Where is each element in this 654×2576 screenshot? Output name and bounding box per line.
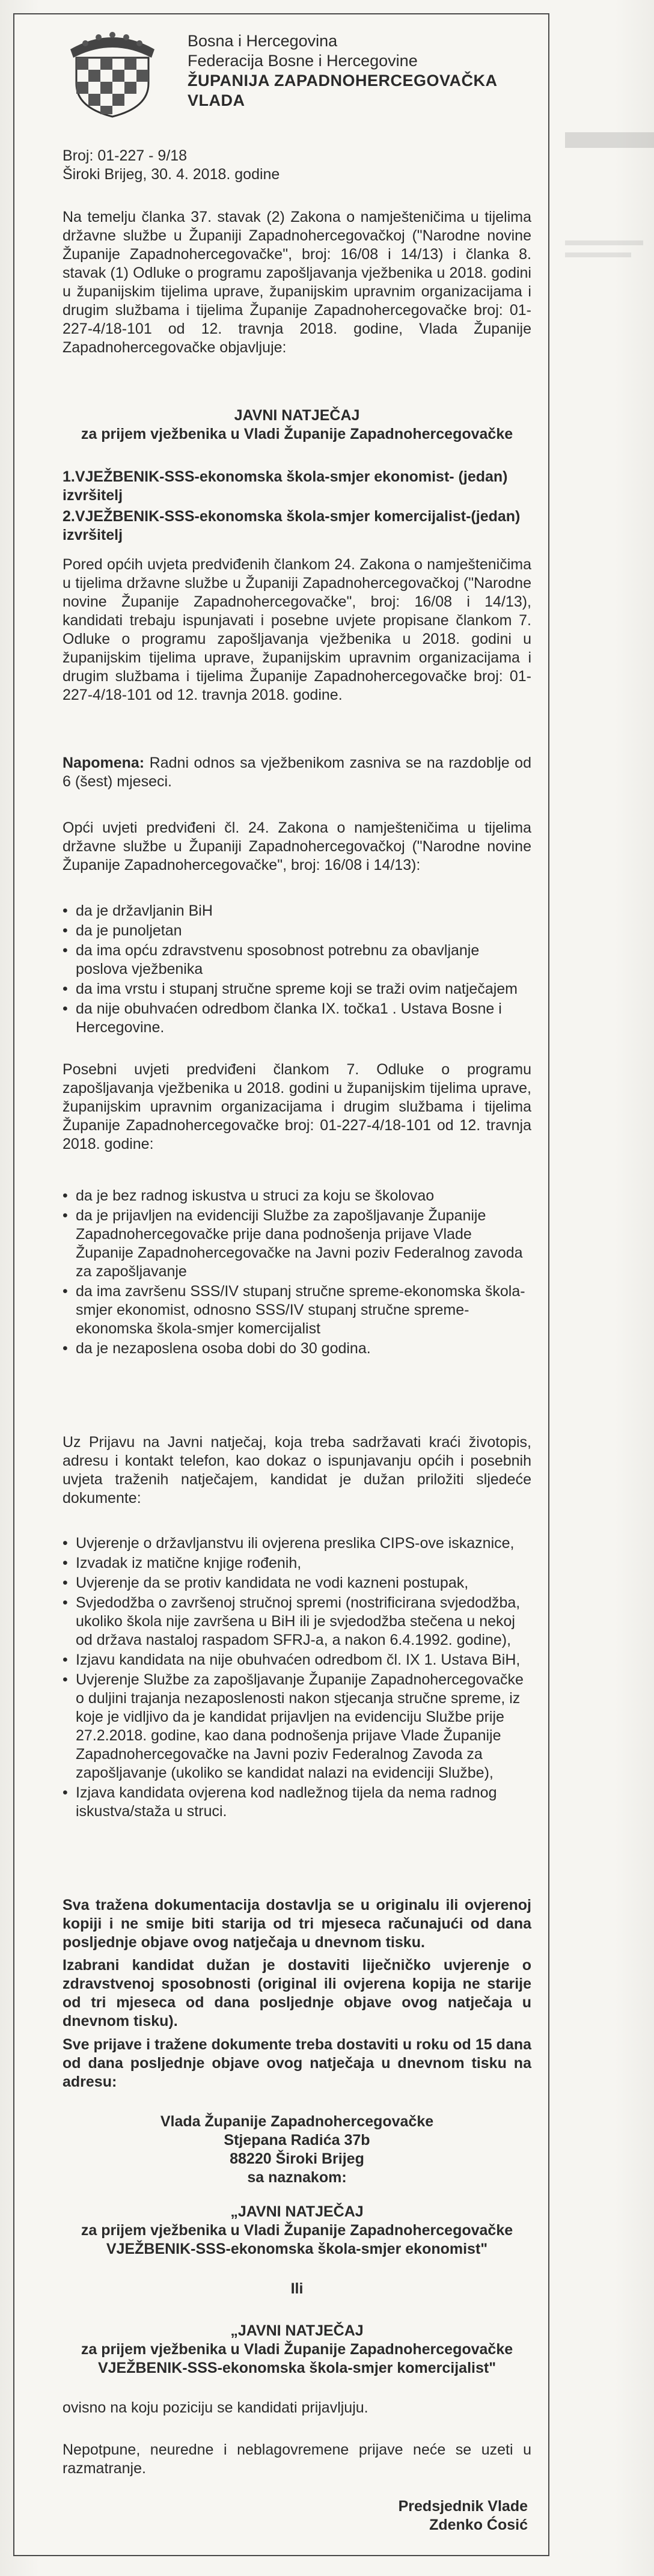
list-item: • Uvjerenje o državljanstvu ili ovjerena preslika CIPS-ove iskaznice, [63,1534,531,1553]
documents-list [63,1534,531,1822]
address-line: Vlada Županije Zapadnohercegovačke [160,2113,434,2130]
neighbouring-ad-faded [541,36,654,1238]
marking-line: VJEŽBENIK-SSS-ekonomska škola-smjer ekonomist" [106,2241,488,2257]
signature-block [399,2497,528,2535]
marking-line: za prijem vježbenika u Vladi Županije Zapadnohercegovačke [81,2341,513,2358]
list-item: • da nije obuhvaćen odredbom članka IX. točka1 . Ustava Bosne i Hercegovine. [63,1000,531,1037]
note-text: Radni odnos sa vježbenikom zasniva se na razdoblje od 6 (šest) mjeseci. [63,754,531,790]
note-label: Napomena: [63,754,145,771]
list-item: • da je nezaposlena osoba dobi do 30 godina. [63,1339,531,1358]
submission-deadline-paragraph: Sve prijave i tražene dokumente treba dostaviti u roku od 15 dana od dana posljednje objave ovog natječaja u dnevnom tisku na adresu: [63,2036,531,2090]
envelope-marking-ekonomist [63,2203,531,2259]
issuer-country: Bosna i Hercegovina [188,32,338,50]
marking-line: VJEŽBENIK-SSS-ekonomska škola-smjer komercijalist" [97,2360,497,2376]
list-item: • Uvjerenje da se protiv kandidata ne vodi kazneni postupak, [63,1574,531,1592]
general-conditions-list [63,902,531,1038]
list-item: • da ima vrstu i stupanj stručne spreme koji se traži ovim natječajem [63,980,531,999]
list-item: • Uvjerenje Službe za zapošljavanje Županije Zapadnohercegovačke o duljini trajanja nezaposlenosti nakon stjecanja stručne spreme, iz koje je vidljivo da je kandidat prijavljen na evidenciju Službe prije 27.2.2018. godine, kao dana podnošenja prijave Vlade Županije Zapadnohercegovačke na Javni poziv Federalnog Zavoda za zapošljavanje (ukoliko se kandidat nalazi na evidenciji Službe), [63,1671,531,1782]
list-item: • da je državljanin BiH [63,902,531,920]
special-conditions-intro: Posebni uvjeti predviđeni člankom 7. Odluke o programu zapošljavanja vježbenika u 2018. godini u županijskim tijelima uprave, županijskim upravnim organizacijama i drugim službama i tijelima Županije Zapadnohercegovačke broj: 01-227-4/18-101 od 12. travnja 2018. godine: [63,1061,531,1152]
announcement-title-line2: za prijem vježbenika u Vladi Županije Zapadnohercegovačke [81,426,513,442]
list-item: • Svjedodžba o završenoj stručnoj spremi (nostrificirana svjedodžba, ukoliko škola nije završena u BiH ili je svjedodžba stečena u nekoj od država nastaloj raspadom SFRJ-a, a nakon 6.4.1992. godine), [63,1594,531,1650]
header [55,26,512,123]
general-conditions-intro: Opći uvjeti predviđeni čl. 24. Zakona o namješteničima u tijelima državne službe u Županiji Zapadnohercegovačkoj ("Narodne novine Županije Zapadnohercegovačke", broj: 16/08 i 14/13): [63,819,531,873]
closing-note: Nepotpune, neuredne i neblagovremene prijave neće se uzeti u razmatranje. [63,2441,531,2477]
intro-paragraph: Na temelju članka 37. stavak (2) Zakona o namješteničima u tijelima državne službe u Županiji Zapadnohercegovačkoj ("Narodne novine Županije Zapadnohercegovačke", broj: 16/08 i 14/13) i članka 8. stavak (1) Odluke o programu zapošljavanja vježbenika u 2018. godini u županijskim tijelima uprave, županijskim upravnim organizacijama i drugim službama i tijelima Županije Zapadnohercegovačke broj: 01-227-4/18-101 od 12. travnja 2018. godine, Vlada Županije Zapadnohercegovačke objavljuje: [63,209,531,356]
job-announcement [13,13,549,2556]
address-line: 88220 Široki Brijeg [230,2150,364,2167]
issuer-government: VLADA [188,91,245,109]
list-item: • da ima opću zdravstvenu sposobnost potrebnu za obavljanje poslova vježbenika [63,941,531,979]
or-label: Ili [290,2280,304,2297]
address-block [63,2113,531,2187]
address-line: Stjepana Radića 37b [224,2132,370,2149]
reference-place-date: Široki Brijeg, 30. 4. 2018. godine [63,166,280,183]
reference-number: Broj: 01-227 - 9/18 [63,147,188,164]
marking-line: za prijem vježbenika u Vladi Županije Zapadnohercegovačke [81,2222,513,2239]
note-paragraph [63,754,531,791]
list-item: • Izjavu kandidata na nije obuhvaćen odredbom čl. IX 1. Ustava BiH, [63,1651,531,1669]
signature-title: Predsjednik Vlade [398,2498,528,2515]
position-item: 2.VJEŽBENIK-SSS-ekonomska škola-smjer komercijalist-(jedan) izvršitelj [63,508,521,543]
marking-line: „JAVNI NATJEČAJ [230,2203,364,2220]
reference [63,147,531,184]
list-item: • da je punoljetan [63,922,531,940]
list-item: • da je bez radnog iskustva u struci za koju se školovao [63,1187,531,1205]
envelope-marking-komercijalist [63,2322,531,2378]
documents-intro: Uz Prijavu na Javni natječaj, koja treba sadržavati kraći životopis, adresu i kontakt telefon, kao dokaz o ispunjavanju općih i posebnih uvjeta traženih natječajem, kandidat je dužan priložiti sljedeće dokumente: [63,1434,531,1507]
issuer-block [188,31,524,111]
announcement-title [63,406,531,444]
positions-list [63,468,531,545]
position-item: 1.VJEŽBENIK-SSS-ekonomska škola-smjer ekonomist- (jedan) izvršitelj [63,468,508,504]
position-note: ovisno na koju poziciju se kandidati prijavljuju. [63,2399,368,2416]
list-item: • da ima završenu SSS/IV stupanj stručne spreme-ekonomska škola-smjer ekonomist, odnosno SSS/IV stupanj stručne spreme-ekonomska škola-smjer komercijalist [63,1282,531,1338]
coat-of-arms-icon [61,26,164,118]
list-item: • Izjava kandidata ovjerena kod nadležnog tijela da nema radnog iskustva/staža u struci. [63,1784,531,1821]
marking-line: „JAVNI NATJEČAJ [230,2322,364,2339]
signature-name: Zdenko Ćosić [429,2516,528,2533]
issuer-county: ŽUPANIJA ZAPADNOHERCEGOVAČKA [188,72,498,90]
address-line: sa naznakom: [247,2169,347,2186]
issuer-federation: Federacija Bosne i Hercegovine [188,52,418,70]
announcement-title-line1: JAVNI NATJEČAJ [234,407,360,424]
documents-validity-paragraph: Sva tražena dokumentacija dostavlja se u originalu ili ovjerenoj kopiji i ne smije biti starija od tri mjeseca računajući od dana posljednje objave ovog natječaja u dnevnom tisku. [63,1897,531,1951]
medical-certificate-paragraph: Izabrani kandidat dužan je dostaviti liječničko uvjerenje o zdravstvenoj sposobnosti (original ili ovjerena kopija ne starije od tri mjeseca od dana posljednje objave ovog natječaja u dnevnom tisku). [63,1957,531,2030]
list-item: • Izvadak iz matične knjige rođenih, [63,1554,531,1573]
list-item: • da je prijavljen na evidenciji Službe za zapošljavanje Županije Zapadnohercegovačke prije dana podnošenja prijave Vlade Županije Zapadnohercegovačke na Javni poziv Federalnog zavoda za zapošljavanje [63,1207,531,1281]
special-conditions-list [63,1187,531,1359]
general-intro-paragraph: Pored općih uvjeta predviđenih člankom 24. Zakona o namješteničima u tijelima državne službe u Županiji Zapadnohercegovačkoj ("Narodne novine Županije Zapadnohercegovačke", broj: 16/08 i 14/13), kandidati trebaju ispunjavati i posebne uvjete propisane člankom 7. Odluke o programu zapošljavanja vježbenika u 2018. godini u županijskim tijelima uprave, županijskim upravnim organizacijama i drugim službama i tijelima Županije Zapadnohercegovačke broj: 01-227-4/18-101 od 12. travnja 2018. godine. [63,556,531,703]
